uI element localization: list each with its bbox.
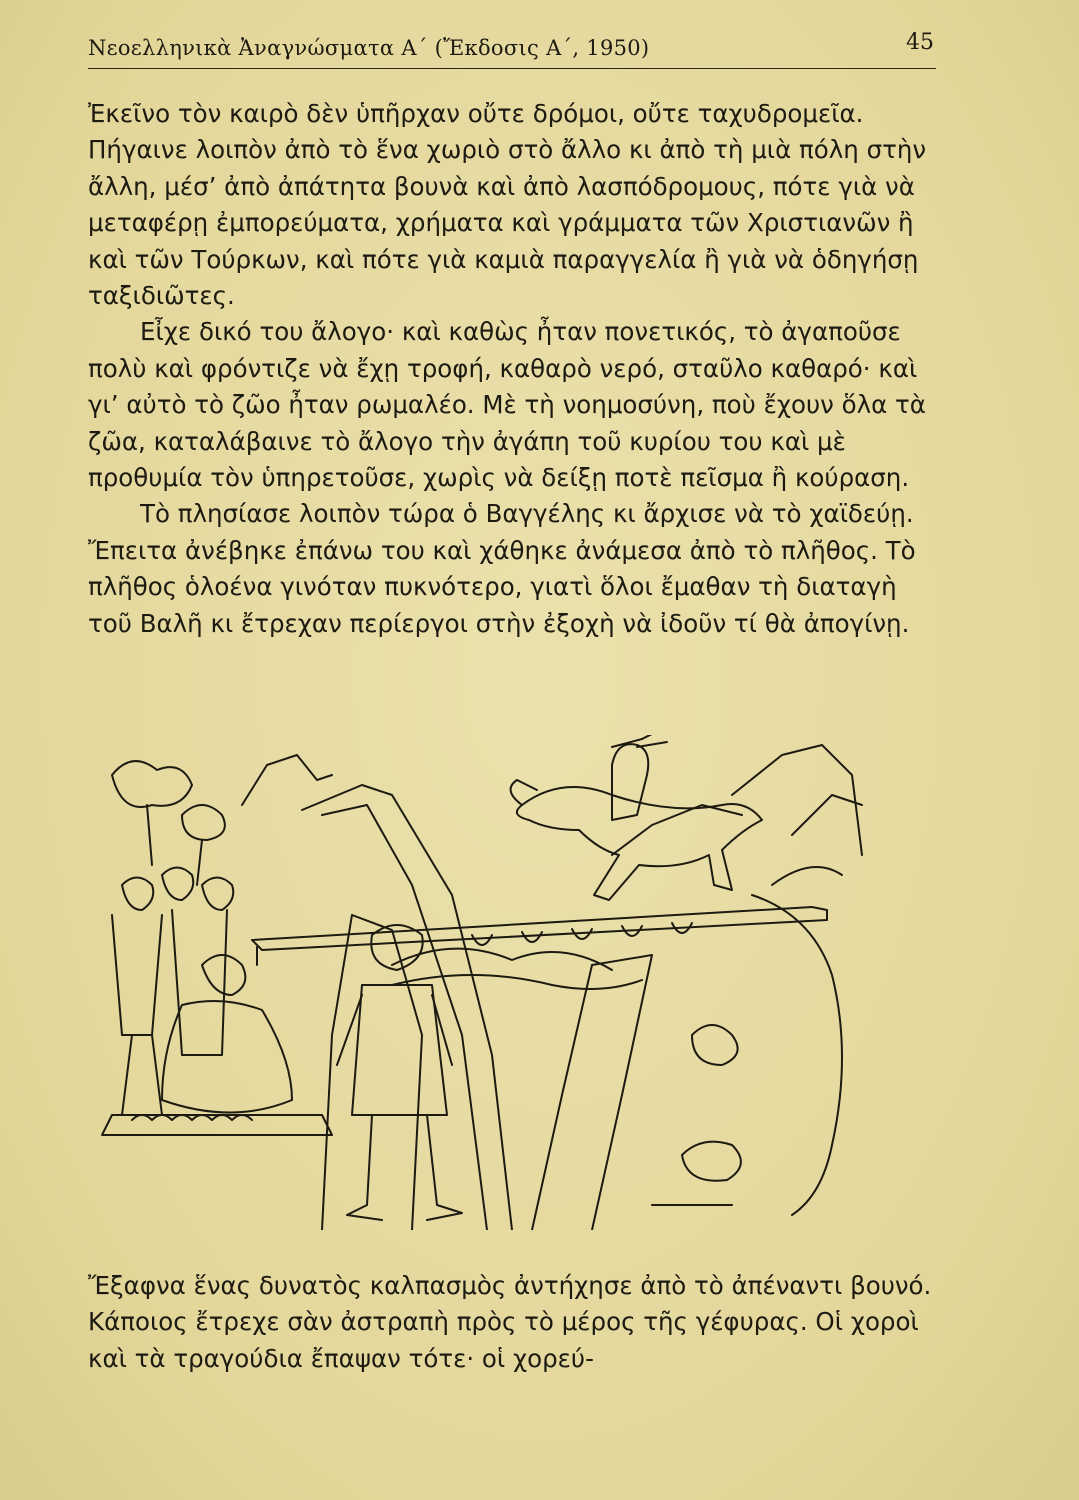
- paragraph-3: Τὸ πλησίασε λοιπὸν τώρα ὁ Βαγγέλης κι ἄρχισε νὰ τὸ χαϊδεύῃ. Ἔπειτα ἀνέβηκε ἐπάνω του καὶ χάθηκε ἀνάμεσα ἀπὸ τὸ πλῆθος. Τὸ πλῆθος ὁλοένα γινόταν πυκνότερο, γιατὶ ὅλοι ἔμαθαν τὴ διαταγὴ τοῦ Βαλῆ κι ἔτρεχαν περίεργοι στὴν ἐξοχὴ νὰ ἰδοῦν τί θὰ ἀπογίνῃ.: [88, 499, 916, 638]
- paragraph-1: Ἐκεῖνο τὸν καιρὸ δὲν ὑπῆρχαν οὔτε δρόμοι, οὔτε ταχυδρομεῖα. Πήγαινε λοιπὸν ἀπὸ τὸ ἕνα χωριὸ στὸ ἄλλο κι ἀπὸ τὴ μιὰ πόλη στὴν ἄλλη, μέσ’ ἀπὸ ἀπάτητα βουνὰ καὶ ἀπὸ λασπόδρομους, πότε γιὰ νὰ μεταφέρῃ ἐμπορεύματα, χρήματα καὶ γράμματα τῶν Χριστιανῶν ἢ καὶ τῶν Τούρκων, καὶ πότε γιὰ καμιὰ παραγγελία ἢ γιὰ νὰ ὁδηγήσῃ ταξιδιῶτες.: [88, 99, 927, 311]
- body-text: [88, 96, 948, 642]
- running-header: [88, 28, 936, 69]
- running-title: Νεοελληνικὰ Ἀναγνώσματα Α΄ (Ἔκδοσις Α΄, 1950): [88, 36, 650, 60]
- continuation-text: [88, 1268, 948, 1377]
- illustration-horseman-crossing-bridge: [92, 735, 872, 1230]
- paragraph-2: Εἶχε δικό του ἄλογο· καὶ καθὼς ἦταν πονετικός, τὸ ἀγαποῦσε πολὺ καὶ φρόντιζε νὰ ἔχῃ τροφή, καθαρὸ νερό, σταῦλο καθαρό· καὶ γι’ αὐτὸ τὸ ζῶο ἦταν ρωμαλέο. Μὲ τὴ νοημοσύνη, ποὺ ἔχουν ὅλα τὰ ζῶα, καταλάβαινε τὸ ἄλογο τὴν ἀγάπη τοῦ κυρίου του καὶ μὲ προθυμία τὸν ὑπηρετοῦσε, χωρὶς νὰ δείξῃ ποτὲ πεῖσμα ἢ κούραση.: [88, 317, 926, 493]
- page-number: 45: [906, 30, 934, 55]
- paragraph-4: Ἔξαφνα ἕνας δυνατὸς καλπασμὸς ἀντήχησε ἀπὸ τὸ ἀπέναντι βουνό. Κάποιος ἔτρεχε σὰν ἀστραπὴ πρὸς τὸ μέρος τῆς γέφυρας. Οἱ χοροὶ καὶ τὰ τραγούδια ἔπαψαν τότε· οἱ χορεύ-: [88, 1271, 932, 1373]
